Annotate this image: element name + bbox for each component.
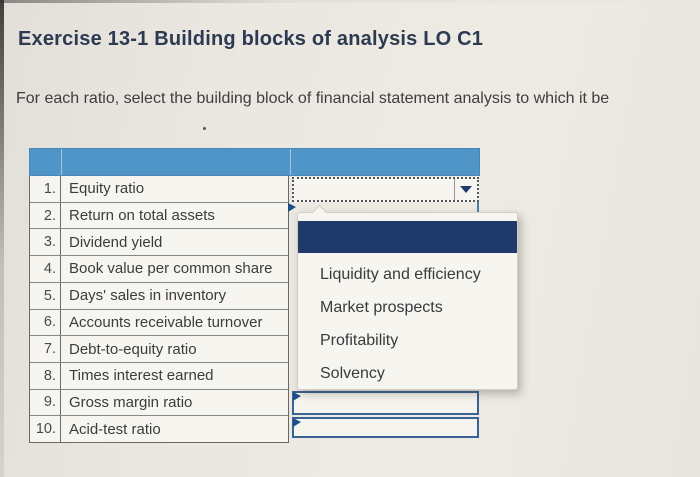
ratio-table <box>29 176 289 443</box>
header-column-divider <box>61 149 62 175</box>
photo-edge-shadow <box>0 0 4 477</box>
dropdown-arrow-button[interactable] <box>454 179 477 200</box>
chevron-down-icon <box>460 186 472 193</box>
row-number: 1. <box>30 176 61 202</box>
ratio-label: Book value per common share <box>69 260 273 278</box>
ratio-label: Gross margin ratio <box>69 393 193 411</box>
dropdown-option[interactable]: Liquidity and efficiency <box>320 266 481 283</box>
dropdown-option-list <box>298 258 517 390</box>
dropdown-option[interactable]: Solvency <box>320 365 385 382</box>
table-row <box>30 310 288 337</box>
dropdown-menu <box>297 212 518 390</box>
row-number: 7. <box>30 336 61 362</box>
answer-dropdown-row10[interactable] <box>292 417 479 438</box>
ratio-label: Times interest earned <box>69 367 214 385</box>
row-number: 6. <box>30 310 61 336</box>
ratio-label: Equity ratio <box>69 180 145 198</box>
instruction-text: For each ratio, select the building block of financial statement analysis to which it be <box>16 90 610 107</box>
ratio-label: Debt-to-equity ratio <box>69 340 197 358</box>
table-row <box>30 176 288 203</box>
ratio-label: Accounts receivable turnover <box>69 313 263 331</box>
table-row <box>30 283 288 310</box>
row-number: 8. <box>30 363 61 389</box>
page-title: Exercise 13-1 Building blocks of analysis LO C1 <box>18 28 484 50</box>
table-row <box>30 416 288 442</box>
row-number: 9. <box>30 390 61 416</box>
table-row <box>30 203 288 230</box>
dropdown-corner-marker-icon <box>293 418 301 427</box>
dropdown-option[interactable]: Profitability <box>320 332 399 349</box>
row-number: 2. <box>30 203 61 229</box>
answer-dropdown-row9[interactable] <box>292 391 479 415</box>
table-row <box>30 256 288 283</box>
table-header-row <box>29 148 480 176</box>
ratio-label: Return on total assets <box>69 207 215 225</box>
photo-edge-shadow-top <box>0 0 700 3</box>
table-row <box>30 229 288 256</box>
dropdown-option[interactable]: Market prospects <box>320 299 443 316</box>
table-row <box>30 390 288 417</box>
dropdown-option-blank-highlighted[interactable] <box>298 221 517 253</box>
row-number: 3. <box>30 229 61 255</box>
ratio-label: Acid-test ratio <box>69 420 161 438</box>
dropdown-corner-marker-icon <box>288 203 296 212</box>
row-number: 5. <box>30 283 61 309</box>
row-number: 10. <box>30 416 61 442</box>
table-row <box>30 336 288 363</box>
answer-dropdown-row1[interactable] <box>292 177 479 202</box>
photo-speck <box>203 127 206 130</box>
table-row <box>30 363 288 390</box>
dropdown-notch <box>312 205 328 221</box>
row-number: 4. <box>30 256 61 282</box>
ratio-label: Days' sales in inventory <box>69 287 227 305</box>
ratio-label: Dividend yield <box>69 233 163 251</box>
header-column-divider <box>290 149 291 175</box>
dropdown-corner-marker-icon <box>293 392 301 401</box>
